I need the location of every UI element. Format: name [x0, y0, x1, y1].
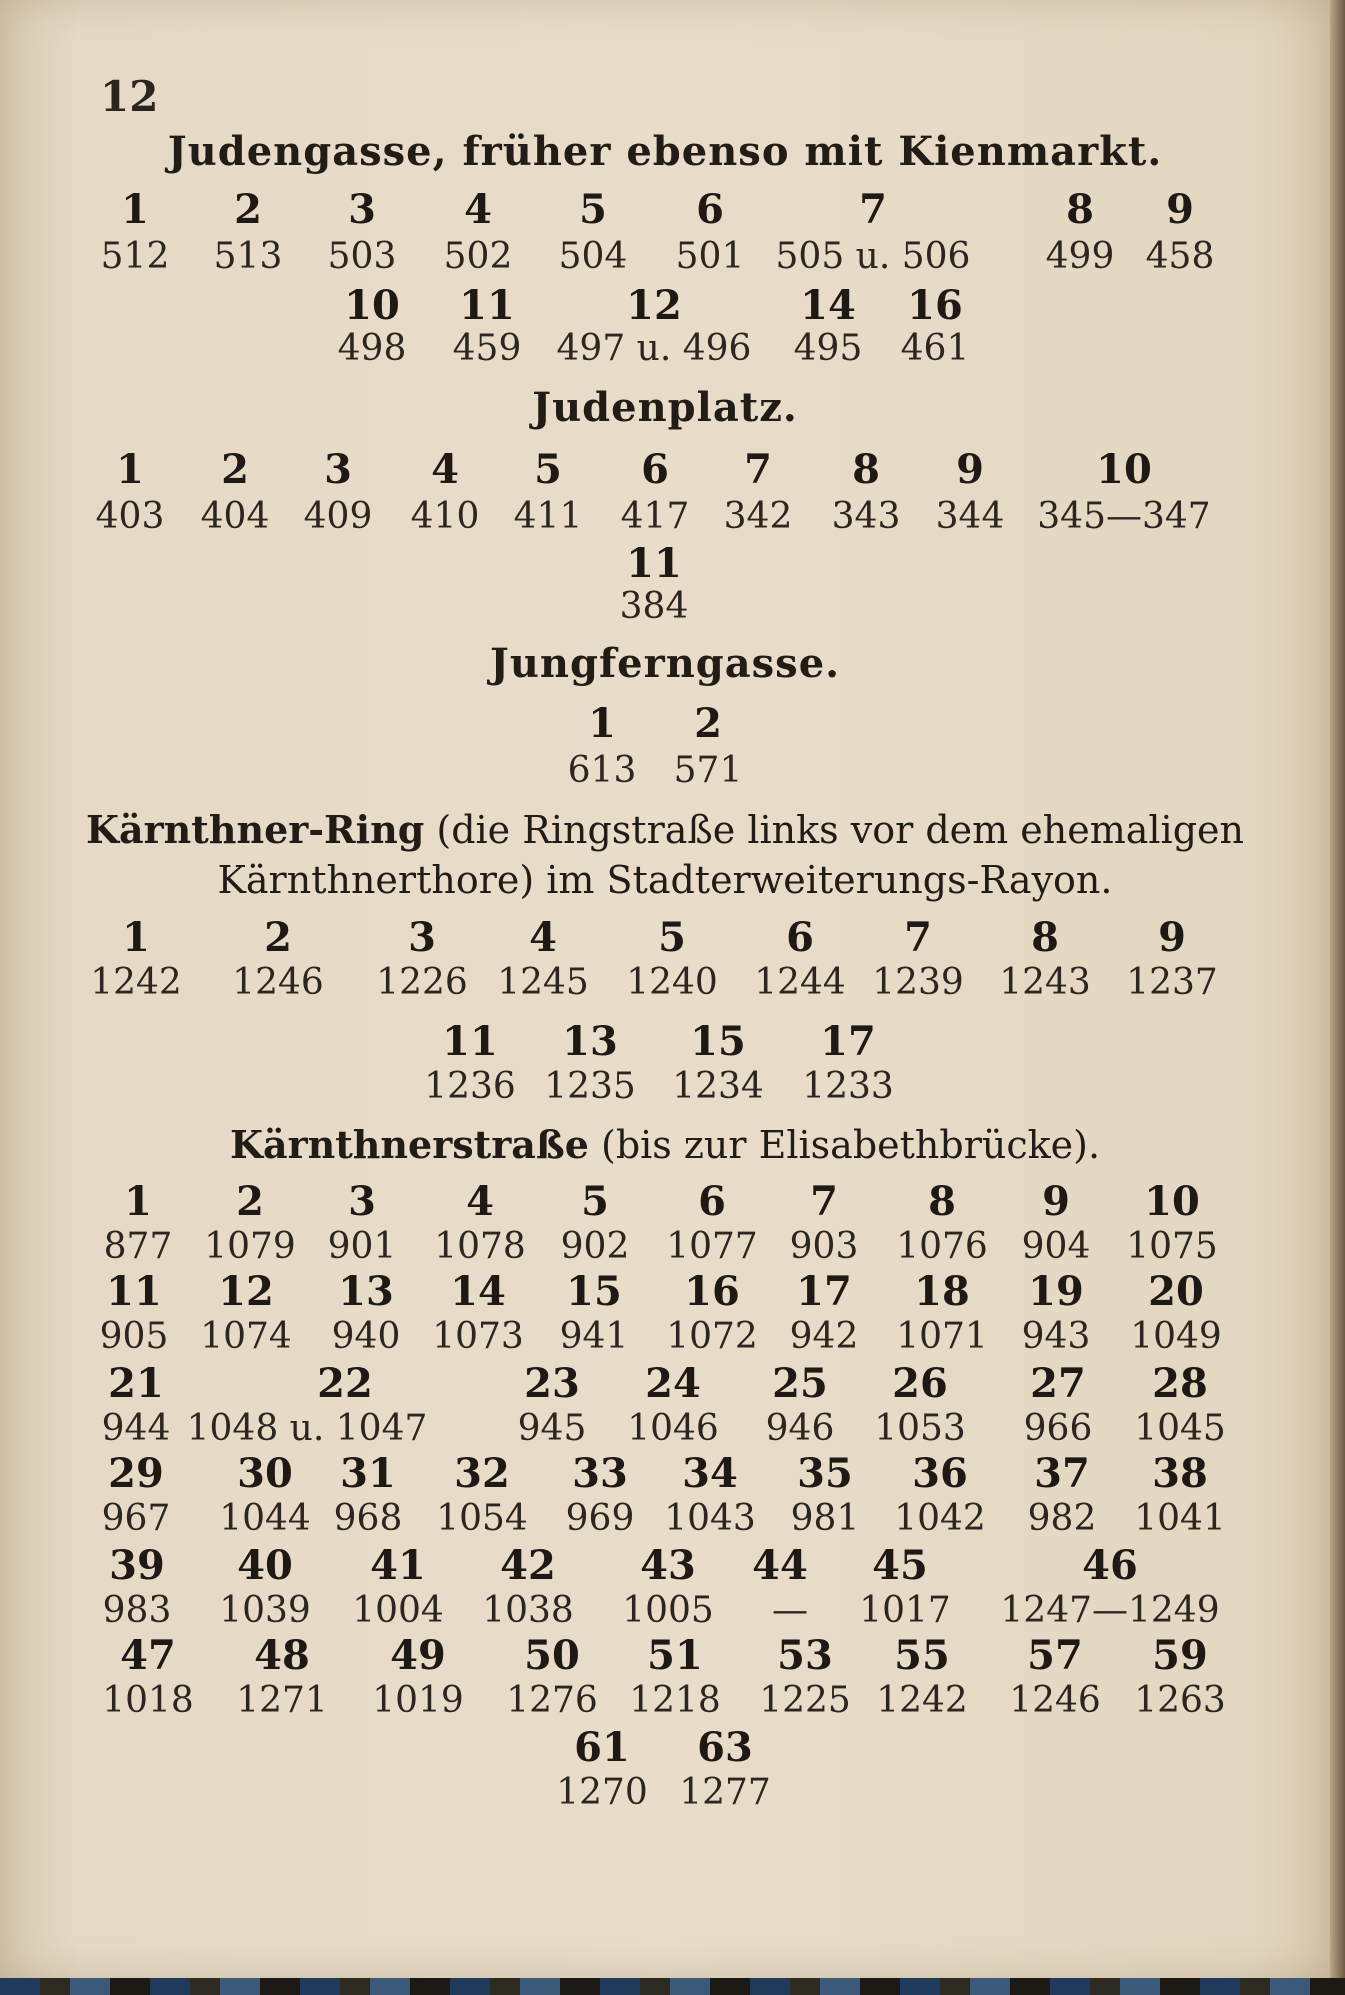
conscription-number: 966: [1023, 1408, 1093, 1449]
section-title-bold: Kärnthnerstraße: [229, 1122, 589, 1167]
house-number: 7: [859, 186, 887, 233]
conscription-number: 1244: [754, 962, 846, 1003]
house-number: 2: [221, 446, 249, 493]
house-number: 13: [562, 1018, 618, 1065]
house-number-row: [0, 1018, 1330, 1064]
conscription-number: 1235: [544, 1066, 636, 1107]
house-number: 1: [588, 700, 616, 747]
house-number: 4: [529, 914, 557, 961]
house-number: 61: [574, 1724, 630, 1771]
house-number: 40: [237, 1542, 293, 1589]
house-number: 51: [647, 1632, 703, 1679]
house-number: 5: [581, 1178, 609, 1225]
conscription-number: 877: [103, 1226, 173, 1267]
conscription-number-row: [0, 750, 1330, 796]
section-title-kaernthner-ring-line2: Kärnthnerthore) im Stadterweiterungs-Rayon.: [217, 858, 1113, 902]
house-number: 1: [116, 446, 144, 493]
house-number: 47: [120, 1632, 176, 1679]
house-number: 6: [696, 186, 724, 233]
conscription-number: 946: [765, 1408, 835, 1449]
conscription-number: 410: [410, 496, 480, 537]
section-title-rest: (die Ringstraße links vor dem ehemaligen: [436, 808, 1244, 852]
conscription-number: 497 u. 496: [556, 328, 752, 369]
conscription-number: 1218: [629, 1680, 721, 1721]
conscription-number: 513: [213, 236, 283, 277]
conscription-number: 945: [517, 1408, 587, 1449]
conscription-number: 1076: [896, 1226, 988, 1267]
house-number: 5: [534, 446, 562, 493]
conscription-number: 344: [935, 496, 1005, 537]
conscription-number-row: [0, 1408, 1330, 1454]
house-number: 33: [572, 1450, 628, 1497]
conscription-number-row: [0, 328, 1330, 374]
house-number: 10: [344, 282, 400, 329]
house-number: 11: [442, 1018, 498, 1065]
section-title-judengasse: Judengasse, früher ebenso mit Kienmarkt.: [167, 128, 1163, 175]
conscription-number: 1044: [219, 1498, 311, 1539]
conscription-number: 905: [99, 1316, 169, 1357]
house-number: 19: [1028, 1268, 1084, 1315]
conscription-number: 1237: [1126, 962, 1218, 1003]
conscription-number: 1276: [506, 1680, 598, 1721]
house-number: 39: [109, 1542, 165, 1589]
conscription-number: 495: [793, 328, 863, 369]
house-number: 8: [928, 1178, 956, 1225]
conscription-number-row: [0, 1680, 1330, 1726]
conscription-number: 1242: [876, 1680, 968, 1721]
house-number: 13: [338, 1268, 394, 1315]
house-number: 9: [1158, 914, 1186, 961]
conscription-number: 499: [1045, 236, 1115, 277]
section-title-rest: (bis zur Elisabethbrücke).: [601, 1123, 1101, 1167]
conscription-number: 901: [327, 1226, 397, 1267]
conscription-number: 982: [1027, 1498, 1097, 1539]
conscription-number-row: [0, 1590, 1330, 1636]
house-number-row: [0, 1450, 1330, 1496]
conscription-number: 1246: [232, 962, 324, 1003]
house-number: 2: [234, 186, 262, 233]
conscription-number-row: [0, 962, 1330, 1008]
house-number: 17: [796, 1268, 852, 1315]
conscription-number: 613: [567, 750, 637, 791]
house-number: 57: [1027, 1632, 1083, 1679]
conscription-number: 1019: [372, 1680, 464, 1721]
house-number: 18: [914, 1268, 970, 1315]
house-number: 15: [690, 1018, 746, 1065]
house-number: 46: [1082, 1542, 1138, 1589]
house-number-row: [0, 282, 1330, 328]
conscription-number: 571: [673, 750, 743, 791]
house-number-row: [0, 446, 1330, 492]
conscription-number: 1048 u. 1047: [186, 1408, 428, 1449]
house-number-row: [0, 914, 1330, 960]
conscription-number: 1075: [1126, 1226, 1218, 1267]
conscription-number: 459: [452, 328, 522, 369]
house-number: 63: [697, 1724, 753, 1771]
conscription-number: 942: [789, 1316, 859, 1357]
conscription-number: 1005: [622, 1590, 714, 1631]
conscription-number: 1233: [802, 1066, 894, 1107]
conscription-number: 1236: [424, 1066, 516, 1107]
conscription-number: 1074: [200, 1316, 292, 1357]
conscription-number: 512: [100, 236, 170, 277]
house-number: 43: [640, 1542, 696, 1589]
conscription-number: 501: [675, 236, 745, 277]
section-title-bold: Kärnthner-Ring: [85, 807, 425, 852]
house-number: 3: [324, 446, 352, 493]
conscription-number: 1243: [999, 962, 1091, 1003]
conscription-number: 403: [95, 496, 165, 537]
conscription-number: 1053: [874, 1408, 966, 1449]
house-number: 16: [684, 1268, 740, 1315]
house-number: 9: [1166, 186, 1194, 233]
conscription-number: 1017: [859, 1590, 951, 1631]
house-number: 44: [752, 1542, 808, 1589]
house-number: 28: [1152, 1360, 1208, 1407]
house-number: 59: [1152, 1632, 1208, 1679]
house-number: 5: [658, 914, 686, 961]
conscription-number: 461: [900, 328, 970, 369]
conscription-number: 968: [333, 1498, 403, 1539]
conscription-number: —: [772, 1590, 808, 1631]
house-number: 6: [786, 914, 814, 961]
conscription-number: 409: [303, 496, 373, 537]
house-number-row: [0, 1542, 1330, 1588]
house-number-row: [0, 1268, 1330, 1314]
conscription-number: 981: [790, 1498, 860, 1539]
house-number: 2: [264, 914, 292, 961]
house-number: 15: [566, 1268, 622, 1315]
house-number-row: [0, 186, 1330, 232]
section-title-jungferngasse: Jungferngasse.: [489, 640, 841, 687]
house-number: 6: [641, 446, 669, 493]
house-number: 1: [124, 1178, 152, 1225]
conscription-number-row: [0, 1498, 1330, 1544]
house-number: 11: [459, 282, 515, 329]
section-title-judenplatz: Judenplatz.: [532, 384, 798, 431]
conscription-number: 1270: [556, 1772, 648, 1813]
house-number: 6: [698, 1178, 726, 1225]
conscription-number: 969: [565, 1498, 635, 1539]
house-number: 36: [912, 1450, 968, 1497]
house-number: 10: [1144, 1178, 1200, 1225]
conscription-number: 1046: [627, 1408, 719, 1449]
house-number: 2: [694, 700, 722, 747]
conscription-number: 1245: [497, 962, 589, 1003]
house-number: 32: [454, 1450, 510, 1497]
conscription-number: 1242: [90, 962, 182, 1003]
conscription-number-row: [0, 1226, 1330, 1272]
house-number: 55: [894, 1632, 950, 1679]
house-number: 25: [772, 1360, 828, 1407]
house-number-row: [0, 1178, 1330, 1224]
conscription-number-row: [0, 586, 1330, 632]
house-number: 14: [800, 282, 856, 329]
house-number: 4: [464, 186, 492, 233]
conscription-number: 1234: [672, 1066, 764, 1107]
conscription-number: 904: [1021, 1226, 1091, 1267]
house-number: 21: [108, 1360, 164, 1407]
house-number: 7: [810, 1178, 838, 1225]
conscription-number: 1073: [432, 1316, 524, 1357]
conscription-number: 1247—1249: [1000, 1590, 1220, 1631]
conscription-number: 944: [101, 1408, 171, 1449]
house-number: 17: [820, 1018, 876, 1065]
conscription-number: 1072: [666, 1316, 758, 1357]
conscription-number: 417: [620, 496, 690, 537]
conscription-number: 404: [200, 496, 270, 537]
house-number: 1: [122, 914, 150, 961]
conscription-number: 1018: [102, 1680, 194, 1721]
house-number-row: [0, 1632, 1330, 1678]
conscription-number: 411: [513, 496, 583, 537]
conscription-number: 1049: [1130, 1316, 1222, 1357]
conscription-number-row: [0, 236, 1330, 282]
page-number: 12: [100, 72, 159, 121]
conscription-number: 1045: [1134, 1408, 1226, 1449]
conscription-number: 502: [443, 236, 513, 277]
house-number: 16: [907, 282, 963, 329]
house-number: 14: [450, 1268, 506, 1315]
house-number: 48: [254, 1632, 310, 1679]
house-number: 35: [797, 1450, 853, 1497]
house-number: 20: [1148, 1268, 1204, 1315]
house-number: 5: [579, 186, 607, 233]
conscription-number: 1079: [204, 1226, 296, 1267]
house-number: 7: [904, 914, 932, 961]
house-number: 1: [121, 186, 149, 233]
house-number: 50: [524, 1632, 580, 1679]
house-number: 27: [1030, 1360, 1086, 1407]
conscription-number: 345—347: [1037, 496, 1211, 537]
conscription-number: 505 u. 506: [775, 236, 971, 277]
section-title-kaernthner-ring: [0, 805, 1330, 855]
conscription-number: 504: [558, 236, 628, 277]
conscription-number: 1240: [626, 962, 718, 1003]
conscription-number: 902: [560, 1226, 630, 1267]
book-cover-edge: [0, 1978, 1345, 1995]
conscription-number: 1041: [1134, 1498, 1226, 1539]
conscription-number: 943: [1021, 1316, 1091, 1357]
conscription-number: 1263: [1134, 1680, 1226, 1721]
conscription-number-row: [0, 496, 1330, 542]
conscription-number: 1225: [759, 1680, 851, 1721]
conscription-number: 1226: [376, 962, 468, 1003]
conscription-number: 1246: [1009, 1680, 1101, 1721]
conscription-number-row: [0, 1066, 1330, 1112]
house-number: 38: [1152, 1450, 1208, 1497]
conscription-number: 1054: [436, 1498, 528, 1539]
house-number: 49: [390, 1632, 446, 1679]
conscription-number: 967: [101, 1498, 171, 1539]
house-number: 37: [1034, 1450, 1090, 1497]
book-edge: [1330, 0, 1345, 1995]
conscription-number: 384: [619, 586, 689, 627]
house-number: 11: [106, 1268, 162, 1315]
house-number: 8: [852, 446, 880, 493]
house-number: 3: [348, 186, 376, 233]
house-number: 2: [236, 1178, 264, 1225]
conscription-number: 343: [831, 496, 901, 537]
house-number: 45: [872, 1542, 928, 1589]
conscription-number: 498: [337, 328, 407, 369]
house-number: 9: [1042, 1178, 1070, 1225]
house-number-row: [0, 700, 1330, 746]
house-number: 8: [1066, 186, 1094, 233]
house-number: 10: [1096, 446, 1152, 493]
house-number: 29: [108, 1450, 164, 1497]
conscription-number: 1071: [896, 1316, 988, 1357]
conscription-number: 1042: [894, 1498, 986, 1539]
house-number: 24: [645, 1360, 701, 1407]
conscription-number: 983: [102, 1590, 172, 1631]
house-number: 9: [956, 446, 984, 493]
house-number: 3: [408, 914, 436, 961]
conscription-number: 1239: [872, 962, 964, 1003]
house-number: 31: [340, 1450, 396, 1497]
conscription-number: 1004: [352, 1590, 444, 1631]
conscription-number: 342: [723, 496, 793, 537]
conscription-number: 1078: [434, 1226, 526, 1267]
house-number: 11: [626, 540, 682, 587]
section-title-kaernthnerstrasse: [0, 1120, 1330, 1170]
conscription-number: 1271: [236, 1680, 328, 1721]
house-number: 4: [466, 1178, 494, 1225]
house-number: 7: [744, 446, 772, 493]
conscription-number: 941: [559, 1316, 629, 1357]
house-number: 23: [524, 1360, 580, 1407]
conscription-number-row: [0, 1772, 1330, 1818]
conscription-number: 940: [331, 1316, 401, 1357]
conscription-number-row: [0, 1316, 1330, 1362]
conscription-number: 458: [1145, 236, 1215, 277]
conscription-number: 1038: [482, 1590, 574, 1631]
conscription-number: 1039: [219, 1590, 311, 1631]
house-number-row: [0, 1724, 1330, 1770]
house-number: 22: [317, 1360, 373, 1407]
conscription-number: 1277: [679, 1772, 771, 1813]
conscription-number: 1043: [664, 1498, 756, 1539]
house-number: 42: [500, 1542, 556, 1589]
house-number: 53: [777, 1632, 833, 1679]
house-number: 12: [218, 1268, 274, 1315]
house-number: 34: [682, 1450, 738, 1497]
house-number: 26: [892, 1360, 948, 1407]
house-number: 12: [626, 282, 682, 329]
house-number: 8: [1031, 914, 1059, 961]
conscription-number: 503: [327, 236, 397, 277]
house-number-row: [0, 540, 1330, 586]
house-number-row: [0, 1360, 1330, 1406]
house-number: 4: [431, 446, 459, 493]
conscription-number: 903: [789, 1226, 859, 1267]
conscription-number: 1077: [666, 1226, 758, 1267]
house-number: 30: [237, 1450, 293, 1497]
house-number: 3: [348, 1178, 376, 1225]
house-number: 41: [370, 1542, 426, 1589]
